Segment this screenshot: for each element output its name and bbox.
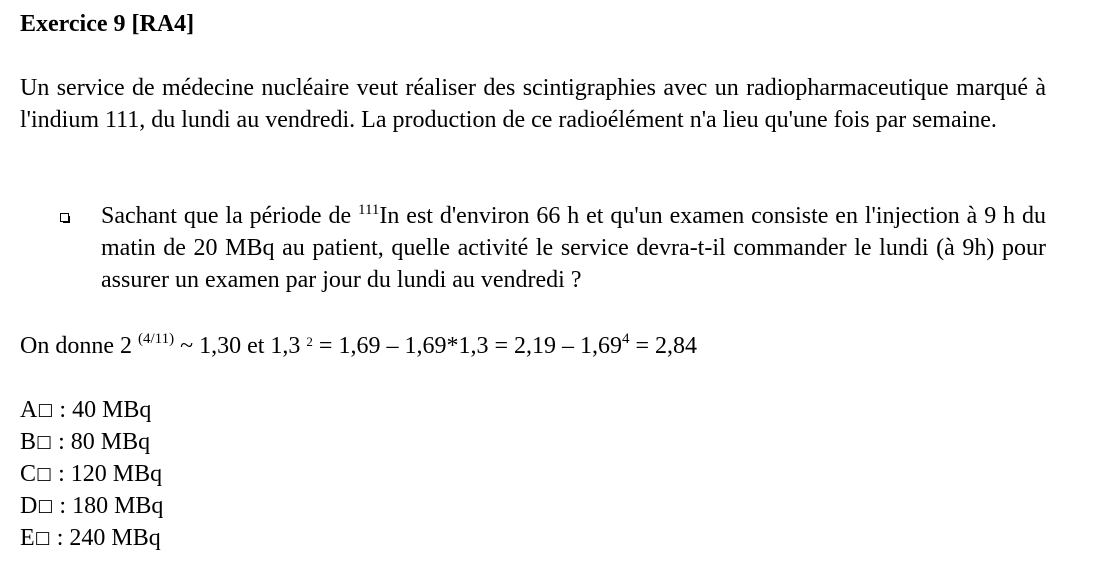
- answer-option[interactable]: [20, 490, 163, 522]
- answer-option[interactable]: [20, 426, 163, 458]
- answer-letter: D: [20, 493, 38, 519]
- given-prefix: On donne 2: [20, 333, 138, 359]
- answer-option[interactable]: [20, 458, 163, 490]
- given-part1: ~ 1,30 et 1,3: [174, 333, 307, 359]
- answer-letter: B: [20, 429, 37, 455]
- answer-value: : 40 MBq: [53, 397, 152, 423]
- answer-option[interactable]: [20, 394, 163, 426]
- answer-letter: A: [20, 397, 38, 423]
- question-before: Sachant que la période de: [101, 203, 359, 229]
- answer-option[interactable]: [20, 522, 163, 554]
- checkbox-icon[interactable]: □: [37, 496, 54, 516]
- answer-list: [20, 394, 163, 554]
- checkbox-icon[interactable]: □: [36, 464, 53, 484]
- given-fourth-power: 4: [621, 331, 630, 347]
- given-square: 2: [306, 334, 313, 349]
- question-after: In est d'environ 66 h et qu'un examen consiste en l'injection à 9 h du matin de 20 MBq au patient, quelle activité le service devra-t-il commander le lundi (à 9h) pour assurer un examen par jour du lundi au vendredi ?: [101, 203, 1047, 293]
- given-values: [20, 330, 697, 362]
- given-part3: = 2,84: [629, 333, 698, 359]
- checkbox-icon[interactable]: □: [37, 400, 54, 420]
- intro-paragraph: Un service de médecine nucléaire veut réaliser des scintigraphies avec un radiopharmaceutique marqué à l'indium 111, du lundi au vendredi. La production de ce radioélément n'a lieu qu'une fois par semaine.: [20, 75, 1046, 133]
- answer-letter: E: [20, 525, 35, 551]
- given-part2: = 1,69 – 1,69*1,3 = 2,19 – 1,69: [312, 333, 622, 359]
- given-exponent: (4/11): [137, 331, 175, 347]
- isotope-mass-number: 111: [358, 202, 380, 218]
- checkbox-icon[interactable]: □: [34, 528, 51, 548]
- answer-value: : 120 MBq: [52, 461, 163, 487]
- answer-value: : 180 MBq: [53, 493, 164, 519]
- square-bullet-icon: [60, 213, 69, 222]
- answer-value: : 240 MBq: [50, 525, 161, 551]
- checkbox-icon[interactable]: □: [36, 432, 53, 452]
- exercise-title: Exercice 9 [RA4]: [20, 11, 195, 37]
- answer-letter: C: [20, 461, 37, 487]
- answer-value: : 80 MBq: [52, 429, 151, 455]
- question-text: [101, 200, 1046, 296]
